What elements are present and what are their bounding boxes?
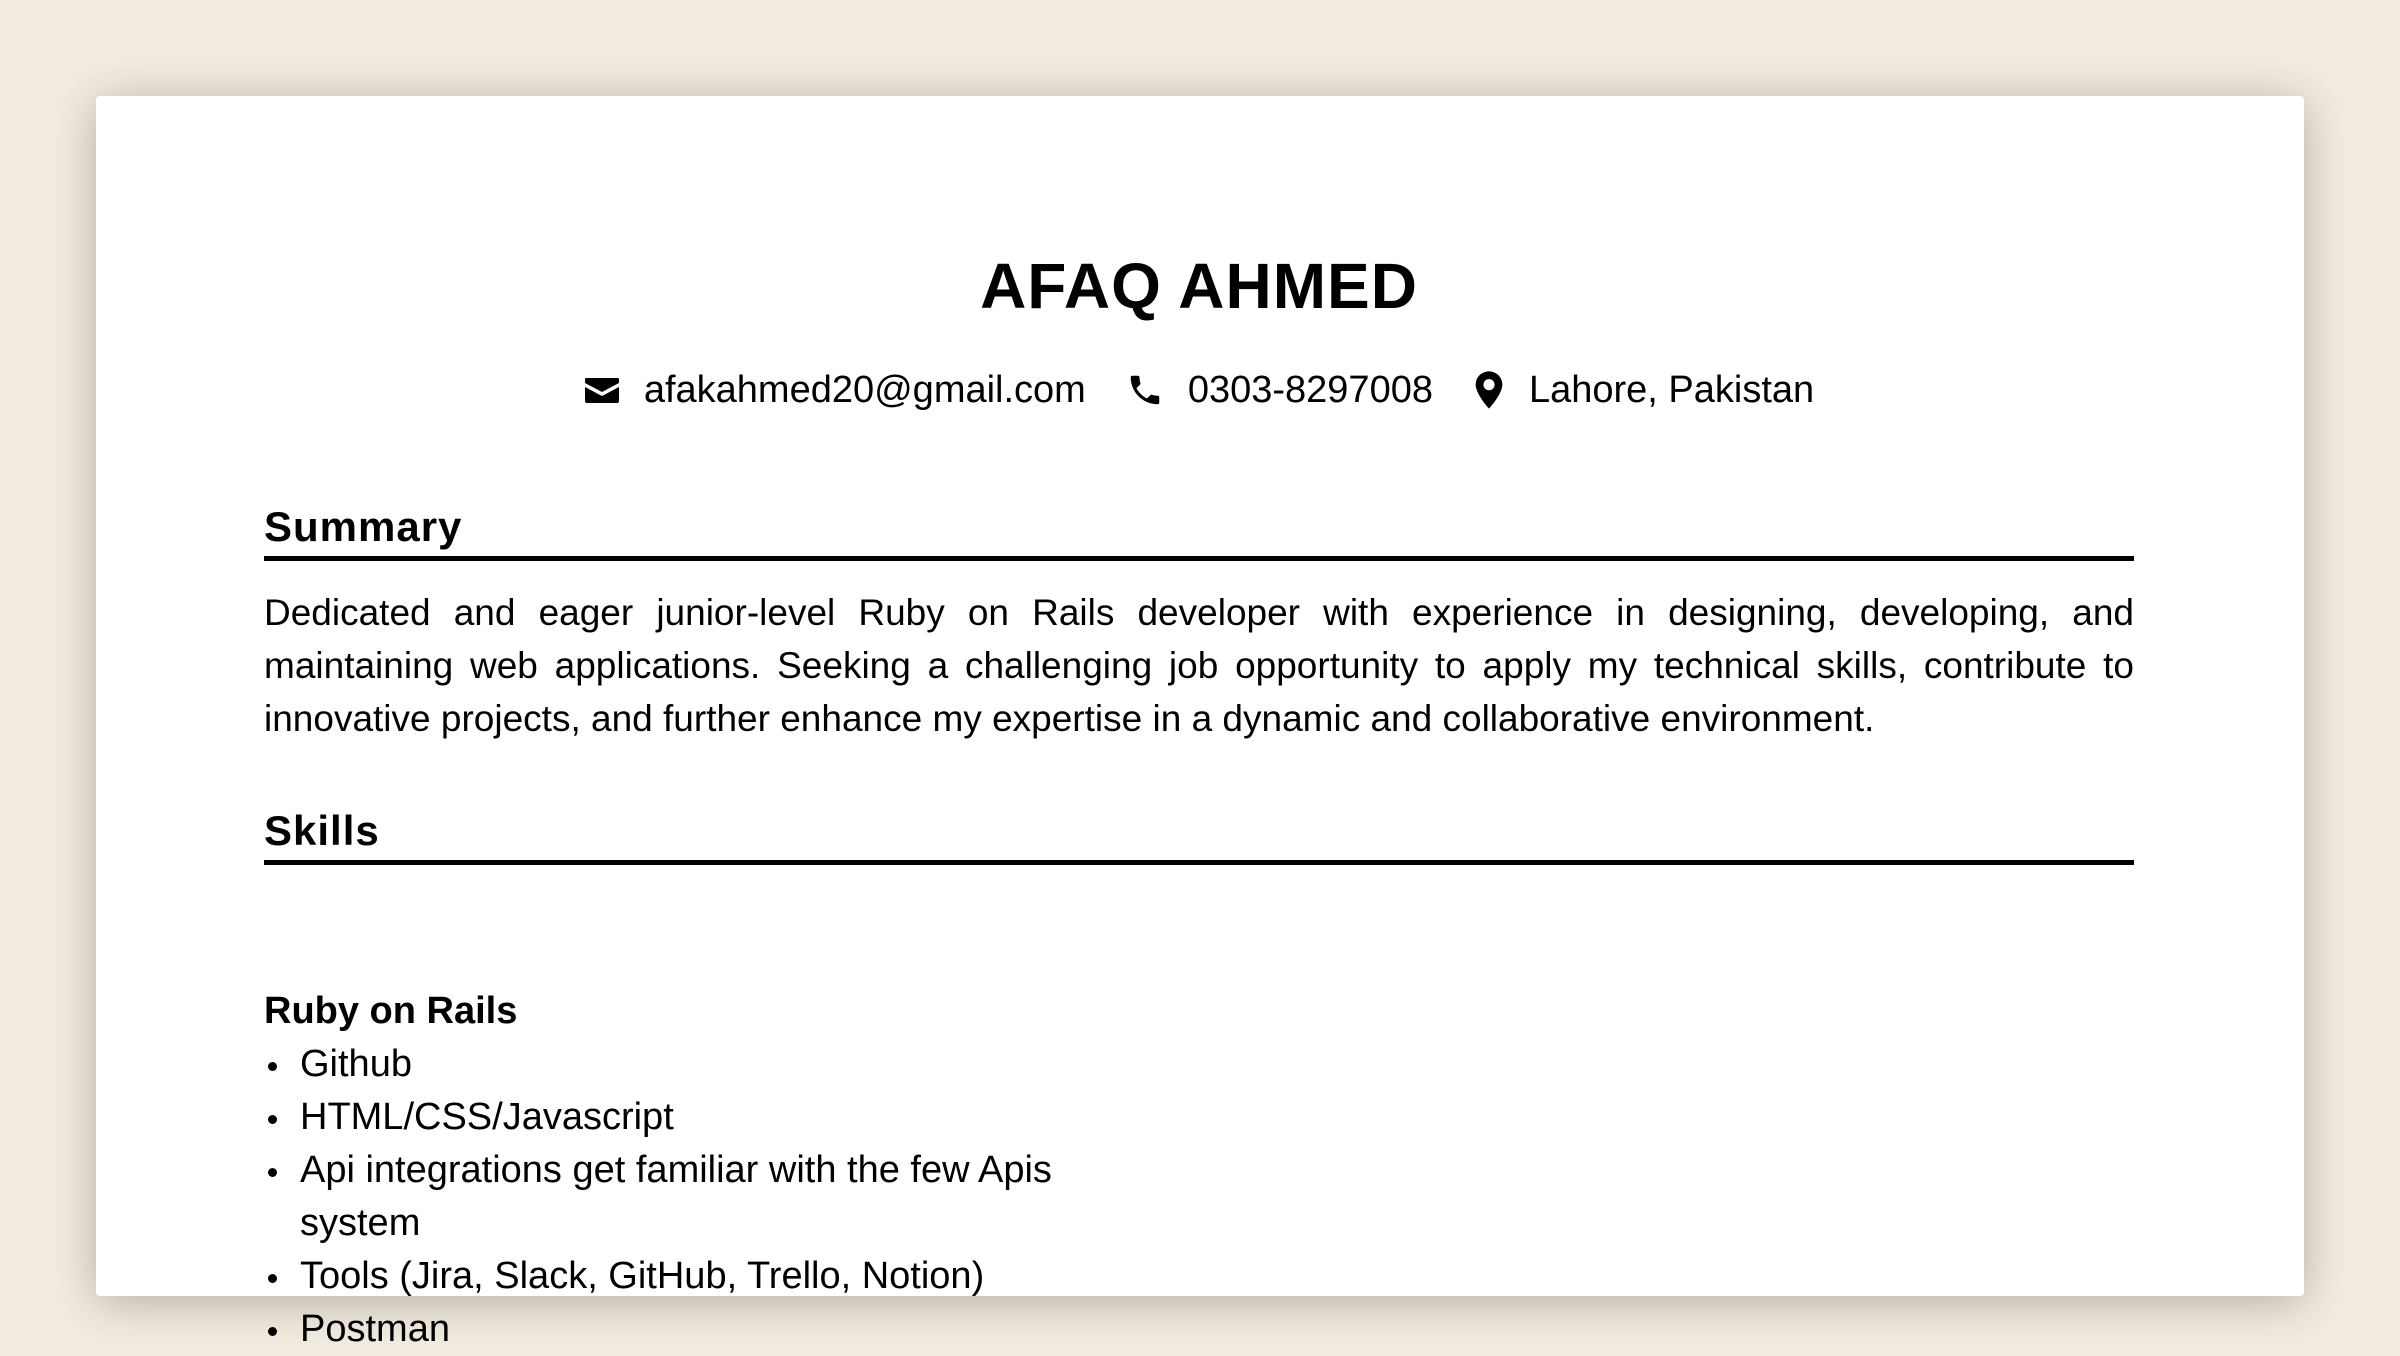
list-item xyxy=(264,1250,1144,1303)
skills-divider xyxy=(264,860,2134,865)
list-item xyxy=(264,1144,1144,1250)
email-text: afakahmed20@gmail.com xyxy=(643,369,1086,411)
contact-email[interactable] xyxy=(584,371,1086,409)
contact-info xyxy=(264,370,2134,410)
phone-icon xyxy=(1126,371,1188,409)
skill-item-text: Tools (Jira, Slack, GitHub, Trello, Notion) xyxy=(300,1255,985,1297)
skill-item-text: Postman xyxy=(300,1308,450,1350)
bullet-icon xyxy=(268,1115,277,1124)
skill-item-text: Api integrations get familiar with the few Apis system xyxy=(300,1149,1052,1244)
location-pin-icon xyxy=(1473,370,1529,410)
bullet-icon xyxy=(268,1062,277,1071)
skills-heading: Skills xyxy=(264,807,380,854)
skill-category-title: Ruby on Rails xyxy=(264,990,518,1032)
skills-list xyxy=(264,1038,1144,1356)
skill-item-text: HTML/CSS/Javascript xyxy=(300,1096,674,1138)
contact-location xyxy=(1473,370,1814,410)
summary-text: Dedicated and eager junior-level Ruby on Rails developer with experience in designing, developing, and maintaining web applications. Seeking a challenging job opportunity to apply my technical skills, contribute to innovative projects, and further enhance my expertise in a dynamic and collaborative environment. xyxy=(264,592,2134,739)
resume-page xyxy=(96,96,2304,1350)
bullet-icon xyxy=(268,1274,277,1283)
summary-divider xyxy=(264,556,2134,561)
list-item xyxy=(264,1303,1144,1356)
envelope-icon xyxy=(584,375,644,405)
skill-item-text: Github xyxy=(300,1043,412,1085)
phone-text: 0303-8297008 xyxy=(1187,369,1433,411)
contact-phone[interactable] xyxy=(1126,371,1433,409)
bullet-icon xyxy=(268,1168,277,1177)
list-item xyxy=(264,1038,1144,1091)
list-item xyxy=(264,1091,1144,1144)
candidate-name: AFAQ AHMED xyxy=(980,250,1418,322)
location-text: Lahore, Pakistan xyxy=(1528,369,1815,411)
bullet-icon xyxy=(268,1327,277,1336)
summary-heading: Summary xyxy=(264,503,463,550)
